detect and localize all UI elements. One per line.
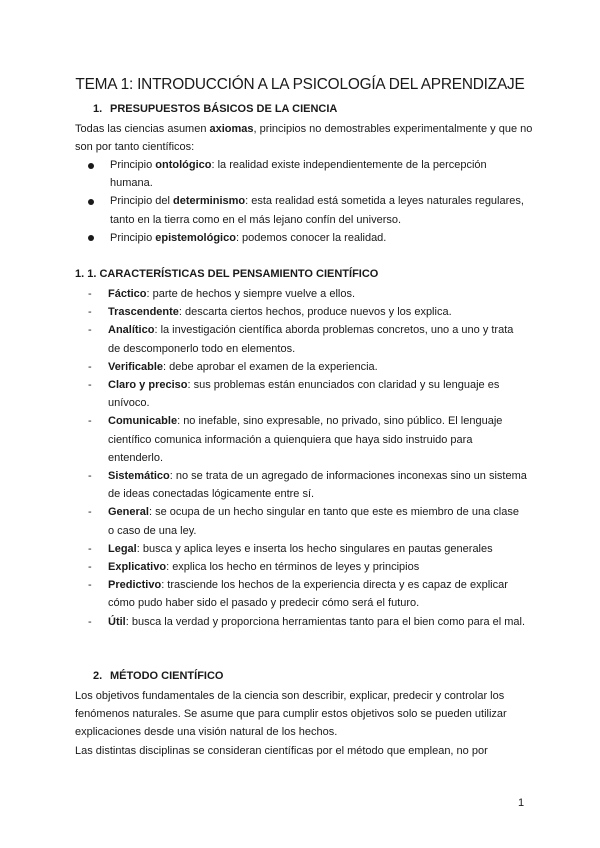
list-item: - General: se ocupa de un hecho singular en tanto que este es miembro de una clase o caso de una ley. [88, 503, 528, 539]
section-1-heading-text: PRESUPUESTOS BÁSICOS DE LA CIENCIA [110, 103, 338, 115]
list-item: - Predictivo: trasciende los hechos de la experiencia directa y es capaz de explicar cómo pudo haber sido el pasado y predecir cómo será el futuro. [88, 576, 528, 612]
dash-bullet: - [88, 579, 92, 592]
list-item: Principio ontológico: la realidad existe independientemente de la percepción humana. [88, 156, 528, 192]
list-item: - Comunicable: no inefable, sino expresable, no privado, sino público. El lenguaje científico comunica información a quienquiera que haya sido instruido para entenderlo. [88, 412, 528, 467]
dash-bullet: - [88, 324, 92, 337]
bullet-icon [88, 199, 94, 205]
list-item: - Analítico: la investigación científica aborda problemas concretos, uno a uno y trata de descomponerlo todo en elementos. [88, 321, 528, 357]
list-item: - Trascendente: descarta ciertos hechos, produce nuevos y los explica. [88, 303, 528, 321]
list-item: - Explicativo: explica los hecho en términos de leyes y principios [88, 558, 528, 576]
list-item: Principio del determinismo: esta realidad está sometida a leyes naturales regulares, tanto en la tierra como en el más lejano confín del universo. [88, 192, 528, 228]
dash-bullet: - [88, 615, 92, 628]
section-2-paragraph-2: Las distintas disciplinas se consideran científicas por el método que emplean, no por [75, 745, 488, 757]
section-2-paragraph-1: Los objetivos fundamentales de la ciencia son describir, explicar, predecir y controlar los fenómenos naturales. Se asume que para cumplir estos objetivos solo se pueden utilizar explicaciones desde una visión natural de los hechos. [75, 690, 507, 739]
dash-bullet: - [88, 470, 92, 483]
section-1-heading [93, 103, 337, 115]
dash-bullet: - [88, 288, 92, 300]
list-item: Principio epistemológico: podemos conocer la realidad. [88, 229, 528, 247]
list-item: - Sistemático: no se trata de un agregado de informaciones inconexas sino un sistema de ideas conectadas lógicamente entre sí. [88, 467, 528, 503]
section-2-number: 2. [93, 670, 103, 682]
section-1-1-heading: 1. 1. CARACTERÍSTICAS DEL PENSAMIENTO CIENTÍFICO [75, 268, 379, 280]
bullet-icon [88, 235, 94, 241]
section-1-intro: Todas las ciencias asumen axiomas, principios no demostrables experimentalmente y que no son por tanto científicos: [75, 123, 533, 154]
dash-bullet: - [88, 506, 92, 519]
list-item: - Legal: busca y aplica leyes e inserta los hecho singulares en pautas generales [88, 540, 528, 558]
dash-bullet: - [88, 542, 92, 555]
characteristics-list [88, 285, 528, 631]
list-item: - Fáctico: parte de hechos y siempre vuelve a ellos. [88, 285, 528, 303]
section-1-number: 1. [93, 103, 103, 115]
axiomas-term: axiomas [209, 123, 254, 135]
dash-bullet: - [88, 561, 92, 574]
dash-bullet: - [88, 415, 92, 428]
page-title: TEMA 1: INTRODUCCIÓN A LA PSICOLOGÍA DEL APRENDIZAJE [75, 76, 525, 93]
principles-list [88, 156, 528, 247]
page-number: 1 [518, 797, 525, 809]
section-2-heading-text: MÉTODO CIENTÍFICO [110, 670, 224, 682]
dash-bullet: - [88, 360, 92, 373]
section-2-heading [93, 670, 223, 682]
list-item: - Verificable: debe aprobar el examen de la experiencia. [88, 358, 528, 376]
bullet-icon [88, 163, 94, 169]
dash-bullet: - [88, 379, 92, 392]
dash-bullet: - [88, 306, 92, 319]
list-item: - Útil: busca la verdad y proporciona herramientas tanto para el bien como para el mal. [88, 613, 528, 631]
list-item: - Claro y preciso: sus problemas están enunciados con claridad y su lenguaje es unívoco. [88, 376, 528, 412]
